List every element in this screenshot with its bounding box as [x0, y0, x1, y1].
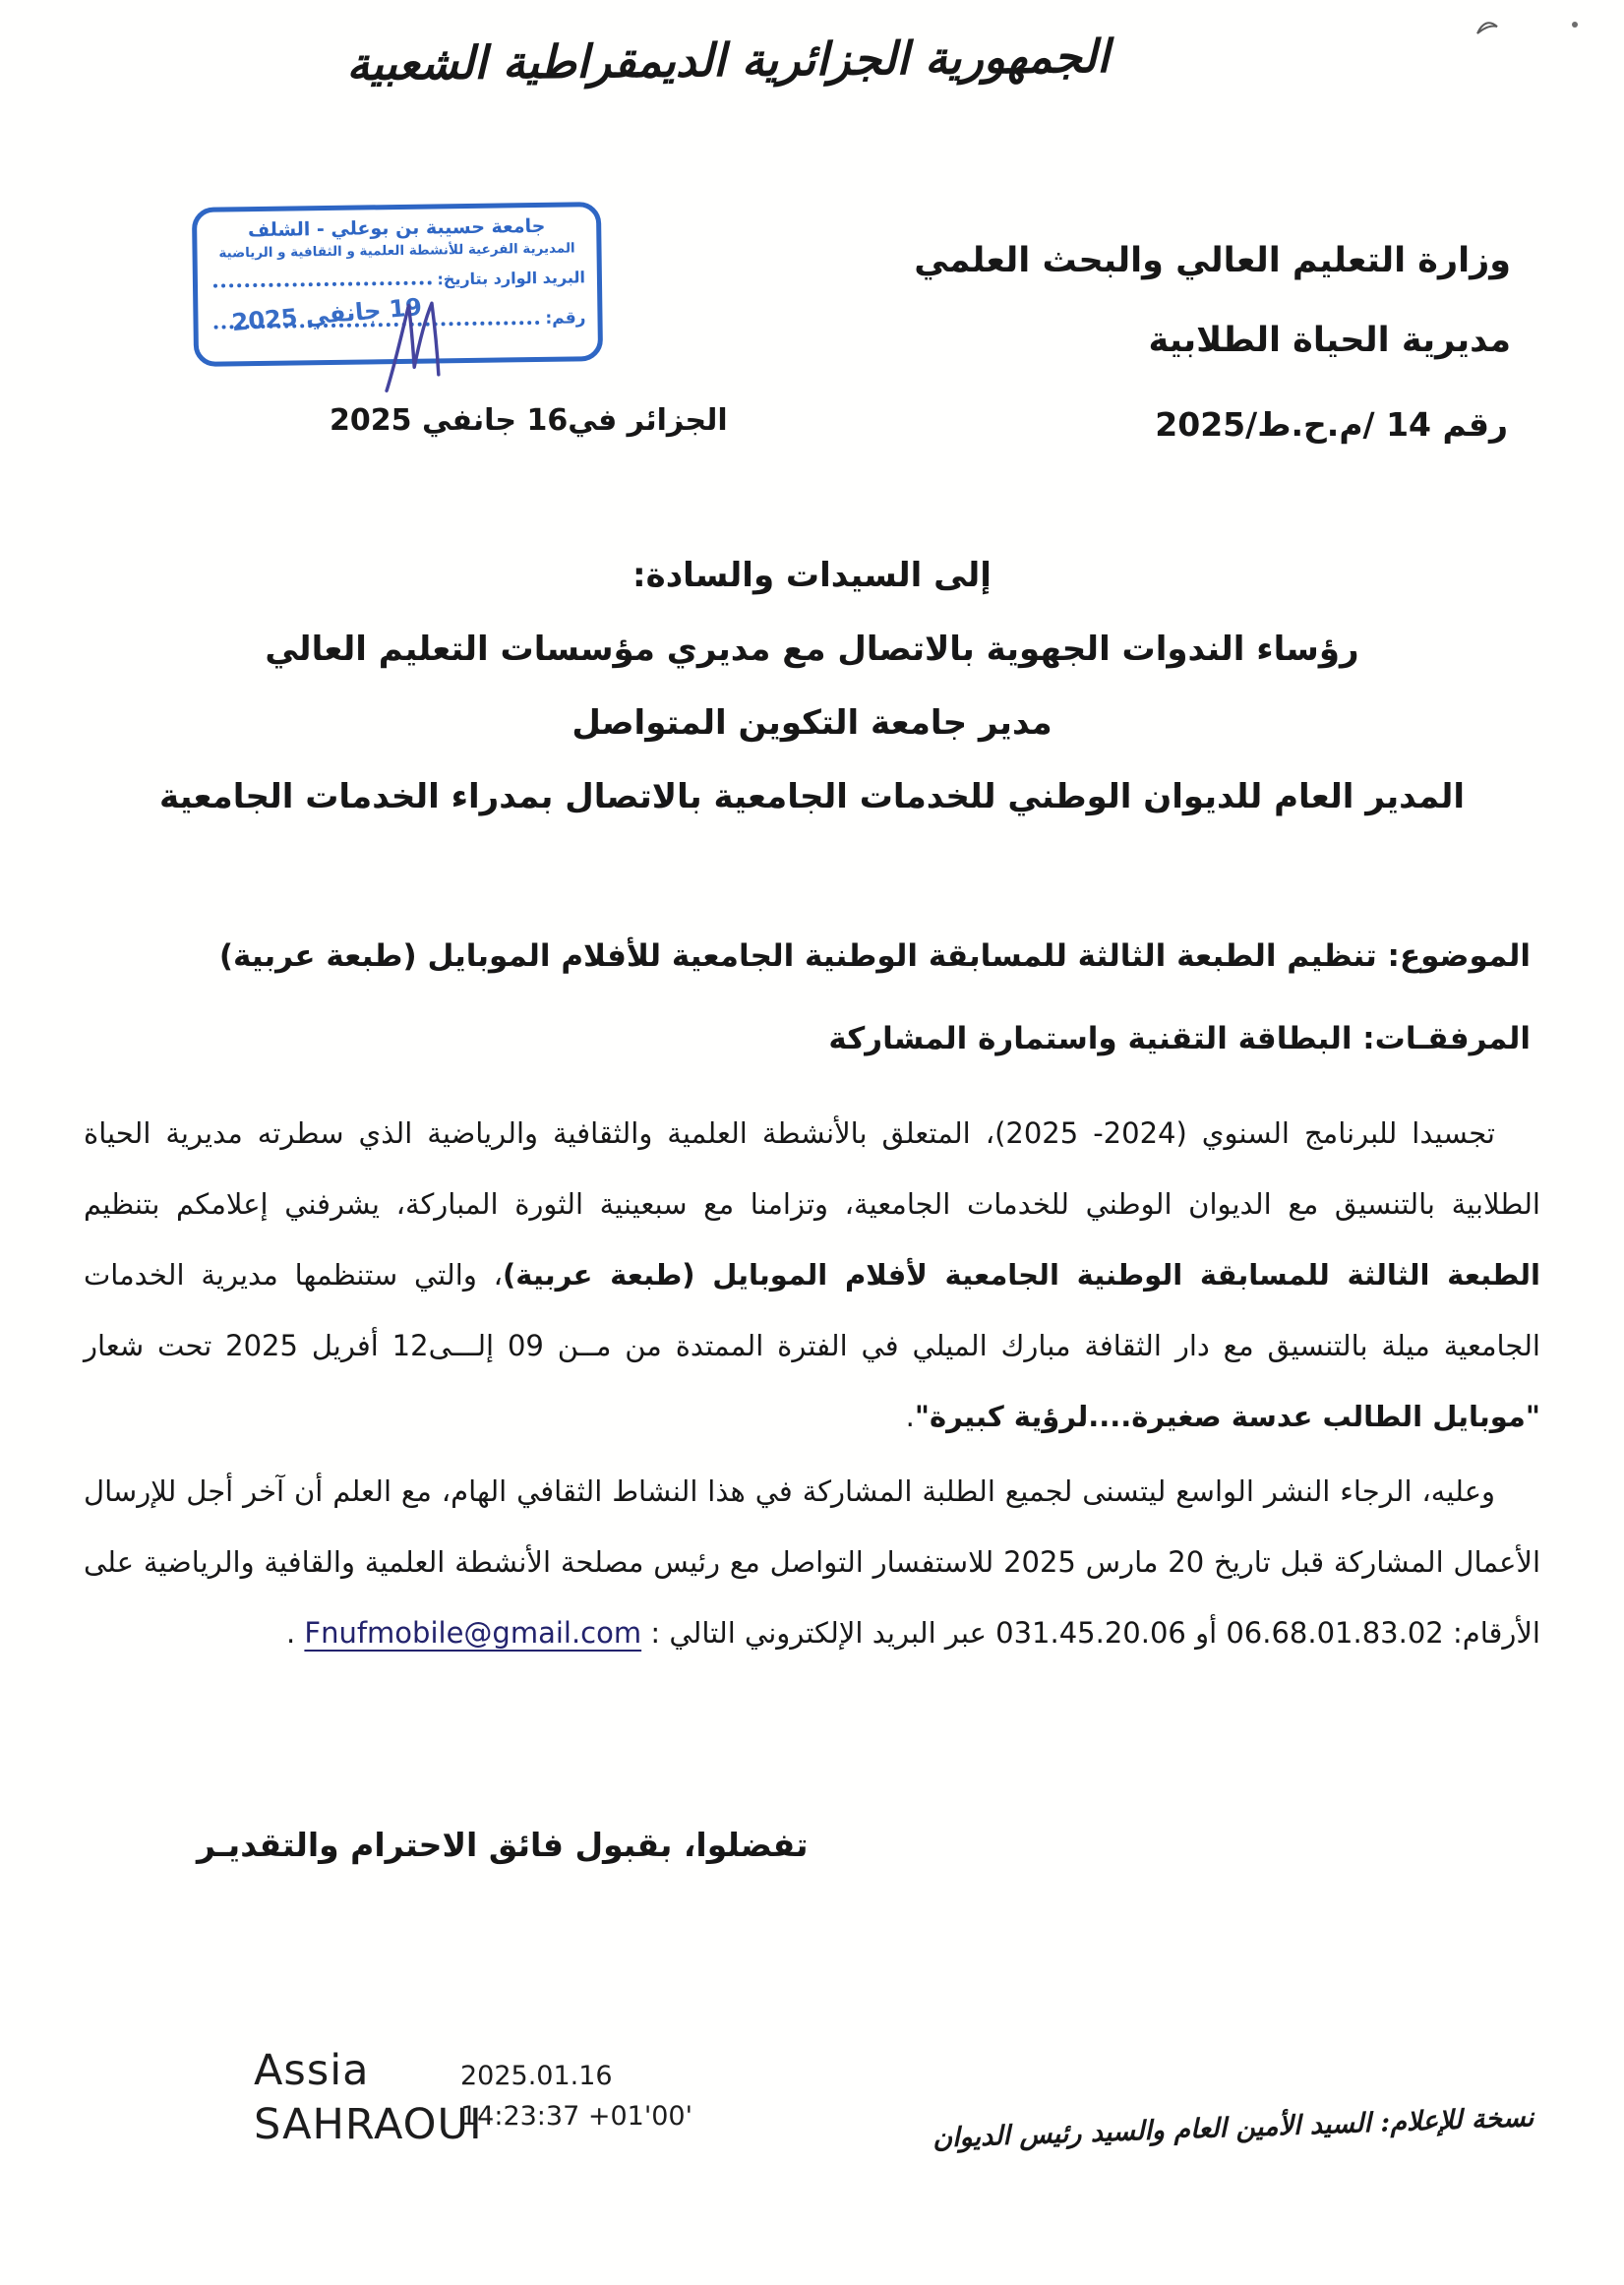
ink-smudge — [1474, 18, 1507, 39]
handwritten-signature — [375, 289, 455, 396]
body-paragraph-1 — [84, 1098, 1540, 1452]
subject-line: الموضوع: تنظيم الطبعة الثالثة للمسابقة الوطنية الجامعية للأفلام الموبايل (طبعة عربية) — [218, 938, 1531, 974]
ink-dot — [1572, 22, 1578, 28]
attachments-line: المرفقـات: البطاقة التقنية واستمارة المشاركة — [828, 1021, 1531, 1056]
signer-last-name: SAHRAOUI — [254, 2100, 483, 2149]
stamp-date: 19 جانفي 2025 — [230, 292, 424, 337]
subject-block — [103, 915, 1531, 1080]
city-date: الجزائر في16 جانفي 2025 — [330, 403, 728, 438]
signer-first-name: Assia — [254, 2046, 370, 2095]
received-stamp — [192, 202, 603, 367]
email-link[interactable]: Fnufmobile@gmail.com — [304, 1616, 642, 1650]
copy-note: نسخة للإعلام: السيد الأمين العام والسيد رئيس الديوان — [932, 2102, 1534, 2154]
addressee-line-1: رؤساء الندوات الجهوية بالاتصال مع مديري مؤسسات التعليم العالي — [265, 630, 1359, 669]
addressee-line-3: المدير العام للديوان الوطني للخدمات الجامعية بالاتصال بمدراء الخدمات الجامعية — [158, 777, 1466, 816]
stamp-subdirectorate: المديرية الفرعية للأنشطة العلمية و الثقافية و الرياضية — [218, 240, 575, 262]
body-text: تجسيدا للبرنامج السنوي (2024- 2025)، المتعلق بالأنشطة العلمية والثقافية والرياضية الذي سطرته مديرية الحياة الطلابية بالتنسيق مع الديوان الوطني للخدمات الجامعية، وتزامنا مع سبعينية الثورة المباركة، يشرفني إعلامكم بتنظيم — [84, 1116, 1540, 1221]
addressee-block — [39, 539, 1585, 834]
body-paragraph-2 — [84, 1456, 1540, 1668]
letter-body — [84, 1098, 1540, 1668]
dotted-leader-line — [213, 281, 432, 288]
salutation: إلى السيدات والسادة: — [632, 556, 992, 595]
body-text: . — [905, 1400, 915, 1433]
stamp-number-label: رقم: — [545, 308, 586, 329]
signature-time: 14:23:37 +01'00' — [460, 2101, 693, 2132]
reference-number: رقم 14 /م.ح.ط/2025 — [1155, 405, 1508, 444]
body-text-bold-slogan: "موبايل الطالب عدسة صغيرة....لرؤية كبيرة" — [914, 1400, 1540, 1433]
body-text-bold: الطبعة الثالثة للمسابقة الوطنية الجامعية لأفلام الموبايل (طبعة عربية) — [503, 1258, 1540, 1292]
ministry-name: وزارة التعليم العالي والبحث العلمي — [914, 241, 1511, 280]
digital-signature-timestamp — [460, 2056, 692, 2136]
addressee-line-2: مدير جامعة التكوين المتواصل — [571, 703, 1053, 743]
directorate-name: مديرية الحياة الطلابية — [1148, 321, 1511, 360]
stamp-received-row — [210, 268, 585, 291]
body-text: ، والتي ستنظمها مديرية الخدمات الجامعية ميلة بالتنسيق مع دار الثقافة مبارك الميلي في الفترة الممتدة من مــن 09 إلـــى12 أفريل 2025 تحت شعار — [84, 1258, 1540, 1362]
digital-signature-name — [254, 2044, 483, 2152]
stamp-received-label: البريد الوارد بتاريخ: — [437, 268, 586, 289]
body-text: . — [285, 1616, 305, 1650]
republic-title: الجمهورية الجزائرية الديمقراطية الشعبية — [346, 29, 1110, 91]
closing-formula: تفضلوا، بقبول فائق الاحترام والتقديـر — [197, 1826, 809, 1864]
signature-date: 2025.01.16 — [460, 2061, 613, 2091]
body-text: وعليه، الرجاء النشر الواسع ليتسنى لجميع الطلبة المشاركة في هذا النشاط الثقافي الهام، مع العلم أن آخر أجل للإرسال الأعمال المشاركة قبل تاريخ 20 مارس 2025 للاستفسار التواصل مع رئيس مصلحة الأنشطة العلمية والقافية والرياضية على الأرقام: 06.68.01.83.02 أو 031.45.20.06 عبر البريد الإلكتروني التالي : — [84, 1474, 1541, 1650]
stamp-university: جامعة حسيبة بن بوعلي - الشلف — [247, 214, 546, 242]
